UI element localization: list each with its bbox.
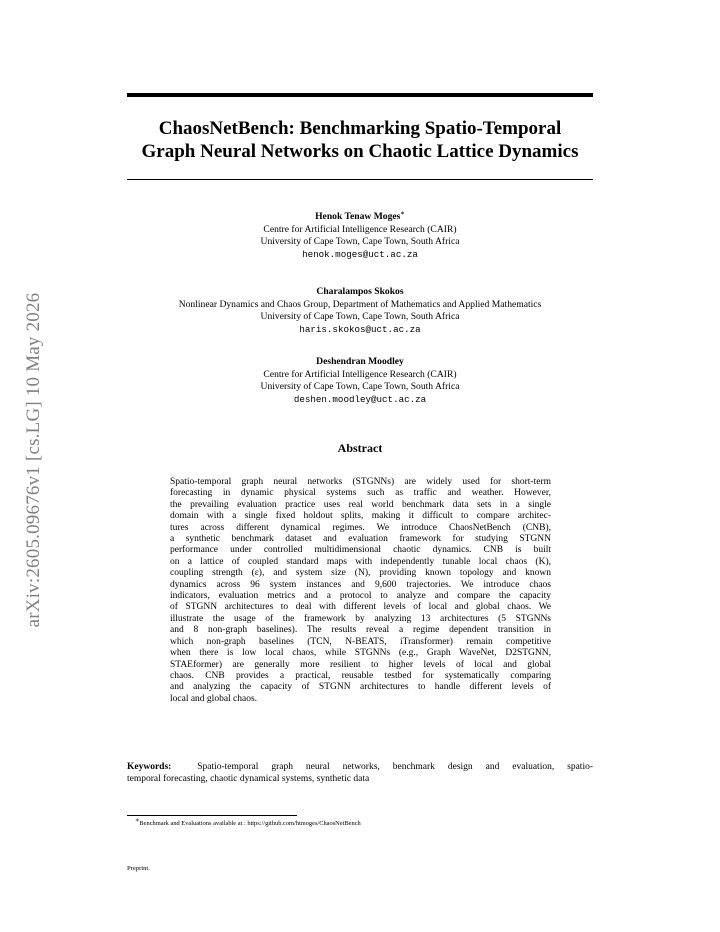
author-email[interactable]: haris.skokos@uct.ac.za (299, 323, 421, 335)
keywords-section (127, 762, 593, 786)
footnote-marker[interactable]: ∗ (400, 209, 405, 217)
author-email[interactable]: henok.moges@uct.ac.za (302, 248, 418, 260)
author-name: Henok Tenaw Moges∗ (315, 209, 405, 222)
abstract-line: performance under controlled multidimensional chaotic dynamics. CNB is built (170, 545, 551, 556)
abstract-line: which non-graph baselines (TCN, N-BEATS, iTransformer) remain competitive (170, 636, 551, 647)
author-email[interactable]: deshen.moodley@uct.ac.za (293, 393, 427, 405)
author-affiliation: University of Cape Town, Cape Town, South Africa (260, 311, 460, 323)
abstract-line: Spatio-temporal graph neural networks (STGNNs) are widely used for short-term (170, 477, 551, 487)
abstract-line: the prevailing evaluation practice uses real world benchmark data sets in a single (170, 499, 551, 510)
keywords-line-1 (127, 762, 593, 774)
footnote-mark: ∗ (135, 816, 140, 824)
paper-title-line-2: Graph Neural Networks on Chaotic Lattice Dynamics (141, 141, 579, 162)
abstract-line: on a lattice of coupled standard maps with independently tunable local chaos (K), (170, 556, 551, 567)
abstract-line: forecasting in dynamic physical systems such as traffic and weather. However, (170, 488, 551, 499)
abstract-line: STAEformer) are generally more resilient to higher levels of local and global (170, 659, 551, 670)
author-name: Deshendran Moodley (316, 356, 404, 367)
author-name: Charalampos Skokos (316, 286, 404, 297)
author-affiliation: Centre for Artificial Intelligence Research (CAIR) (263, 223, 457, 235)
author-block-3 (100, 356, 620, 406)
abstract-line: chaos. CNB provides a practical, reusable testbed for systematically comparing (170, 670, 551, 681)
abstract-line: coupling strength (ε), and system size (N), providing known topology and known (170, 568, 551, 579)
abstract-heading: Abstract (337, 441, 383, 455)
author-affiliation: University of Cape Town, Cape Town, South Africa (260, 236, 460, 248)
footnote (135, 816, 361, 827)
keywords-text: Spatio-temporal graph neural networks, benchmark design and evaluation, spatio- (197, 762, 593, 772)
author-block-1 (100, 211, 620, 261)
author-block-2 (100, 286, 620, 336)
abstract-line: when there is low local chaos, while STGNNs (e.g., Graph WaveNet, D2STGNN, (170, 648, 551, 659)
title-bottom-rule (127, 179, 593, 180)
author-affiliation: University of Cape Town, Cape Town, South Africa (260, 381, 460, 393)
abstract-line: and 8 non-graph baselines). The results reveal a regime dependent transition in (170, 625, 551, 636)
abstract-text (170, 477, 551, 705)
abstract-line: of STGNN architectures to deal with different levels of local and global chaos. We (170, 602, 551, 613)
preprint-label: Preprint. (127, 865, 150, 872)
paper-title (110, 117, 610, 163)
keywords-label: Keywords: (127, 762, 172, 772)
author-affiliation: Nonlinear Dynamics and Chaos Group, Department of Mathematics and Applied Mathematics (178, 298, 542, 310)
title-top-rule (127, 93, 593, 97)
abstract-line: dynamics across 96 system instances and 9,600 trajectories. We introduce chaos (170, 579, 551, 590)
keywords-line-2: temporal forecasting, chaotic dynamical systems, synthetic data (127, 773, 370, 784)
arxiv-identifier-stamp[interactable]: arXiv:2605.09676v1 [cs.LG] 10 May 2026 (23, 292, 44, 628)
abstract-line: illustrate the usage of the framework by analyzing 13 architectures (5 STGNNs (170, 613, 551, 624)
abstract-line: tures across different dynamical regimes. We introduce ChaosNetBench (CNB), (170, 522, 551, 533)
abstract-line: local and global chaos. (170, 693, 258, 704)
abstract-line: and analyzing the capacity of STGNN architectures to handle different levels of (170, 682, 551, 693)
author-affiliation: Centre for Artificial Intelligence Research (CAIR) (263, 368, 457, 380)
footnote-text[interactable]: Benchmark and Evaluations available at : https://github.com/htmoges/ChaosNetBench (139, 820, 361, 827)
abstract-line: indicators, evaluation metrics and a protocol to analyze and compare the capacity (170, 591, 551, 602)
footnote-rule (127, 815, 297, 816)
abstract-line: a synthetic benchmark dataset and evaluation framework for studying STGNN (170, 534, 551, 545)
paper-title-line-1: ChaosNetBench: Benchmarking Spatio-Temporal (158, 118, 562, 139)
abstract-line: domain with a single fixed holdout splits, making it difficult to compare architec- (170, 511, 551, 522)
